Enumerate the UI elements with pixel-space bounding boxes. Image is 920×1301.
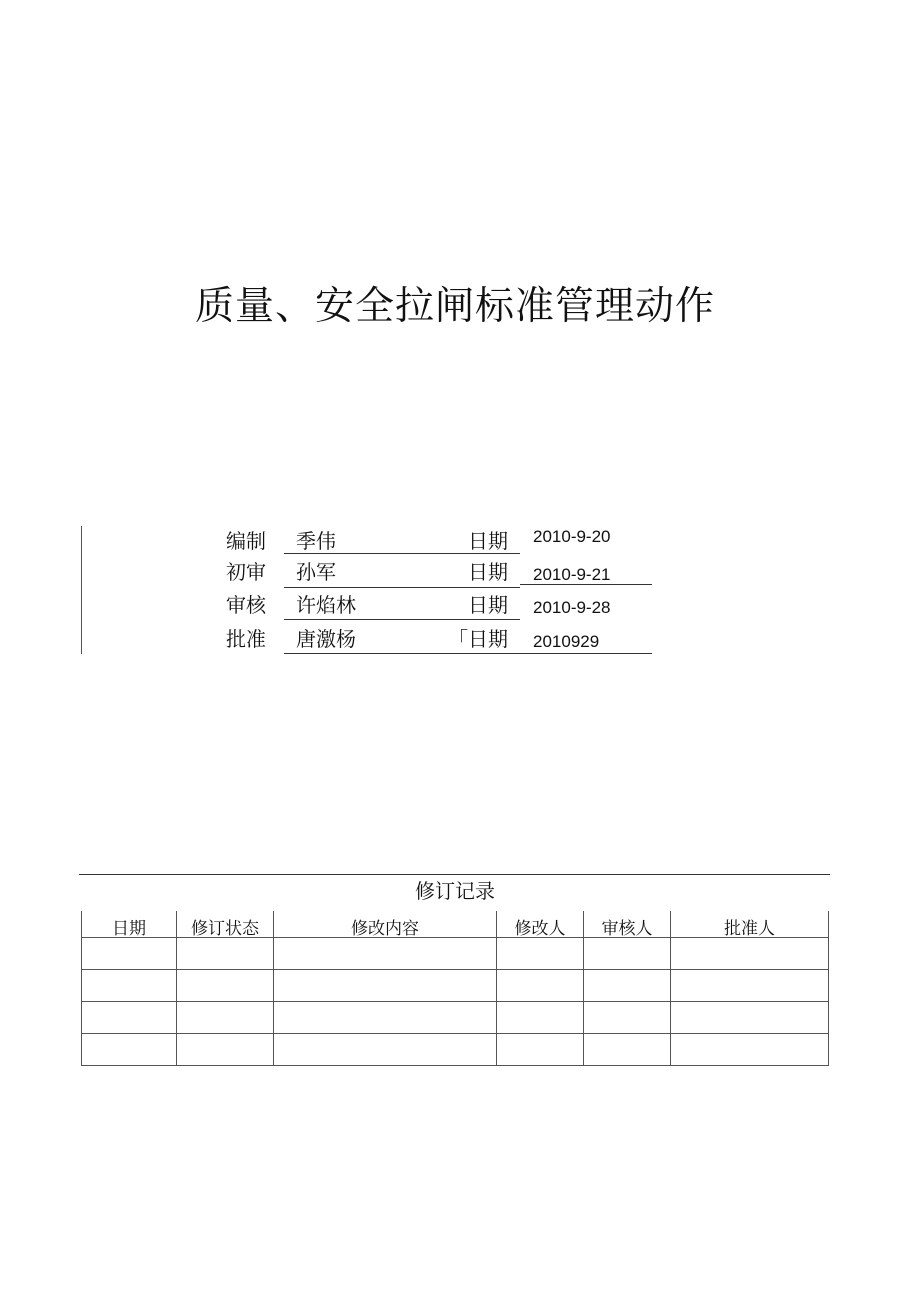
table-cell: [274, 1034, 497, 1066]
table-cell: [671, 938, 829, 970]
column-header-status: 修订状态: [177, 911, 274, 938]
underline: [284, 587, 520, 588]
person-name: 许焰林: [296, 593, 356, 617]
table-row: [82, 970, 829, 1002]
table-cell: [584, 938, 671, 970]
table-cell: [497, 970, 584, 1002]
table-cell: [82, 1034, 177, 1066]
table-cell: [671, 1002, 829, 1034]
revision-top-rule: [79, 874, 830, 875]
approval-row-review: [0, 590, 920, 620]
date-label: 「日期: [448, 627, 508, 651]
table-cell: [82, 970, 177, 1002]
table-row: [82, 938, 829, 970]
role-label: 审核: [226, 593, 266, 617]
date-value: 2010-9-28: [533, 598, 611, 617]
column-header-date: 日期: [82, 911, 177, 938]
underline: [284, 653, 652, 654]
column-header-modifier: 修改人: [497, 911, 584, 938]
column-header-approver: 批准人: [671, 911, 829, 938]
date-label: 日期: [468, 593, 508, 617]
table-cell: [497, 1002, 584, 1034]
table-cell: [497, 938, 584, 970]
underline: [520, 584, 652, 585]
date-label: 日期: [468, 560, 508, 584]
table-cell: [584, 1034, 671, 1066]
table-cell: [584, 970, 671, 1002]
table-cell: [82, 1002, 177, 1034]
date-value: 2010-9-20: [533, 527, 611, 546]
column-header-content: 修改内容: [274, 911, 497, 938]
role-label: 编制: [226, 529, 266, 553]
underline: [284, 619, 520, 620]
role-label: 初审: [226, 560, 266, 584]
approval-row-approve: [0, 624, 920, 654]
column-header-reviewer: 审核人: [584, 911, 671, 938]
table-cell: [671, 1034, 829, 1066]
table-cell: [177, 1034, 274, 1066]
table-cell: [177, 1002, 274, 1034]
table-cell: [671, 970, 829, 1002]
table-cell: [584, 1002, 671, 1034]
table-cell: [274, 970, 497, 1002]
revision-header-row: [82, 911, 829, 938]
table-cell: [274, 938, 497, 970]
underline: [284, 553, 520, 554]
revision-caption: 修订记录: [415, 879, 495, 903]
person-name: 孙军: [296, 560, 336, 584]
approval-row-compiled: [0, 526, 920, 556]
role-label: 批准: [226, 627, 266, 651]
table-cell: [82, 938, 177, 970]
table-row: [82, 1002, 829, 1034]
table-cell: [177, 938, 274, 970]
approval-row-first-review: [0, 557, 920, 587]
person-name: 季伟: [296, 529, 336, 553]
revision-table: [81, 911, 829, 1066]
document-title: 质量、安全拉闸标准管理动作: [194, 284, 715, 329]
table-row: [82, 1034, 829, 1066]
table-cell: [497, 1034, 584, 1066]
date-value: 2010929: [533, 632, 600, 651]
table-cell: [274, 1002, 497, 1034]
date-label: 日期: [468, 529, 508, 553]
date-value: 2010-9-21: [533, 565, 611, 584]
person-name: 唐激杨: [296, 627, 356, 651]
table-cell: [177, 970, 274, 1002]
